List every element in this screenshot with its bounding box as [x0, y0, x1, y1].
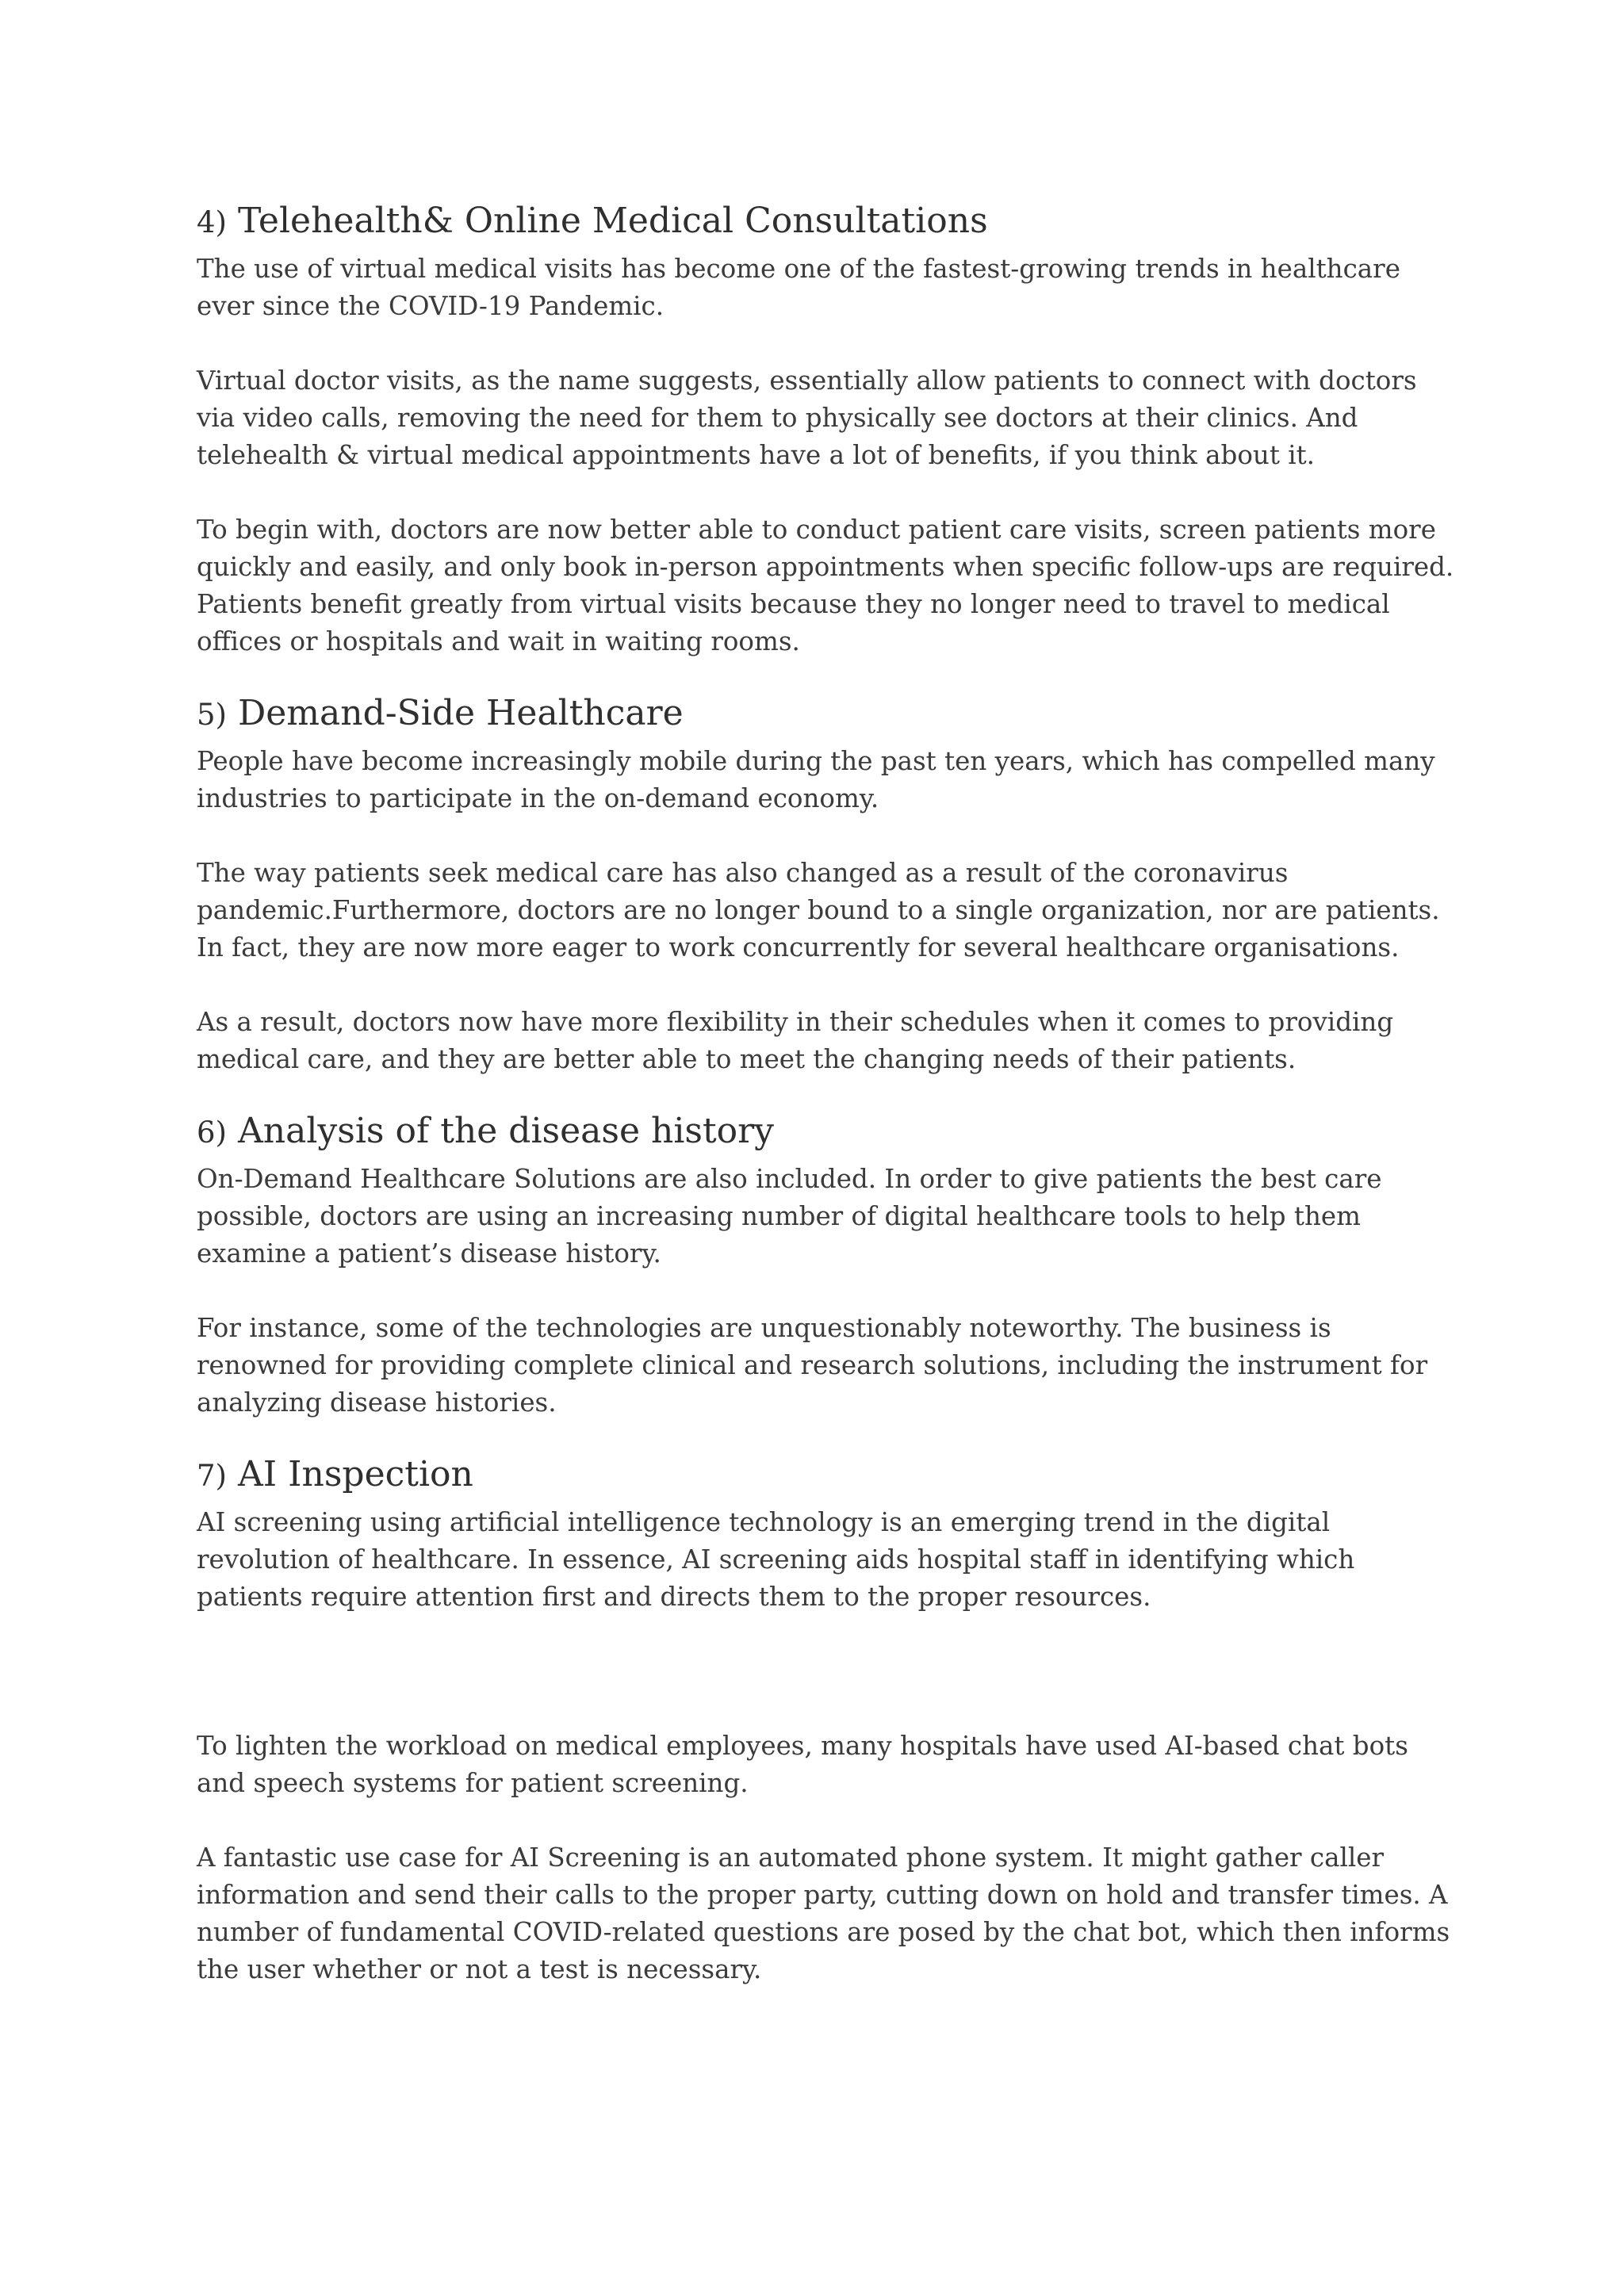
section-number: 4)	[197, 205, 227, 239]
section-number: 7)	[197, 1459, 227, 1493]
paragraph: Virtual doctor visits, as the name suggests, essentially allow patients to connect with doctors via video calls, removing the need for them to physically see doctors at their clinics. And telehealth & virtual medical appointments have a lot of benefits, if you think about it.	[197, 365, 1417, 470]
section-title: AI Inspection	[237, 1454, 473, 1494]
section-heading	[197, 1452, 1457, 1499]
section-number: 5)	[197, 698, 227, 732]
section-number: 6)	[197, 1115, 227, 1150]
section-title: Analysis of the disease history	[237, 1111, 775, 1151]
paragraph: AI screening using artificial intelligence technology is an emerging trend in the digital revolution of healthcare. In essence, AI screening aids hospital staff in identifying which patients require attention first and directs them to the proper resources.	[197, 1507, 1355, 1612]
section-heading	[197, 691, 1457, 738]
section-demand-side-healthcare	[197, 691, 1457, 1078]
paragraph: For instance, some of the technologies are unquestionably noteworthy. The business is renowned for providing complete clinical and research solutions, including the instrument for analyzing disease histories.	[197, 1313, 1428, 1418]
section-telehealth	[197, 198, 1457, 660]
paragraph: As a result, doctors now have more flexibility in their schedules when it comes to providing medical care, and they are better able to meet the changing needs of their patients.	[197, 1007, 1394, 1074]
section-disease-history	[197, 1108, 1457, 1422]
section-heading	[197, 198, 1457, 246]
paragraph: The use of virtual medical visits has become one of the fastest-growing trends in healthcare ever since the COVID-19 Pandemic.	[197, 254, 1400, 321]
paragraph: A fantastic use case for AI Screening is an automated phone system. It might gather caller information and send their calls to the proper party, cutting down on hold and transfer times. A number of fundamental COVID-related questions are posed by the chat bot, which then informs the user whether or not a test is necessary.	[197, 1843, 1450, 1984]
section-heading	[197, 1108, 1457, 1156]
section-title: Demand-Side Healthcare	[237, 693, 684, 733]
section-ai-inspection	[197, 1452, 1457, 1988]
paragraph: To begin with, doctors are now better able to conduct patient care visits, screen patients more quickly and easily, and only book in-person appointments when specific follow-ups are required. Patients benefit greatly from virtual visits because they no longer need to travel to medical offices or hospitals and wait in waiting rooms.	[197, 515, 1454, 656]
section-title: Telehealth& Online Medical Consultations	[237, 201, 988, 241]
paragraph: To lighten the workload on medical employees, many hospitals have used AI-based chat bots and speech systems for patient screening.	[197, 1731, 1408, 1798]
paragraph: People have become increasingly mobile during the past ten years, which has compelled many industries to participate in the on-demand economy.	[197, 746, 1435, 813]
paragraph: The way patients seek medical care has also changed as a result of the coronavirus pandemic.Furthermore, doctors are no longer bound to a single organization, nor are patients. In fact, they are now more eager to work concurrently for several healthcare organisations.	[197, 858, 1440, 962]
paragraph: On-Demand Healthcare Solutions are also included. In order to give patients the best care possible, doctors are using an increasing number of digital healthcare tools to help them examine a patient’s disease history.	[197, 1164, 1382, 1269]
document-body	[197, 198, 1457, 2019]
